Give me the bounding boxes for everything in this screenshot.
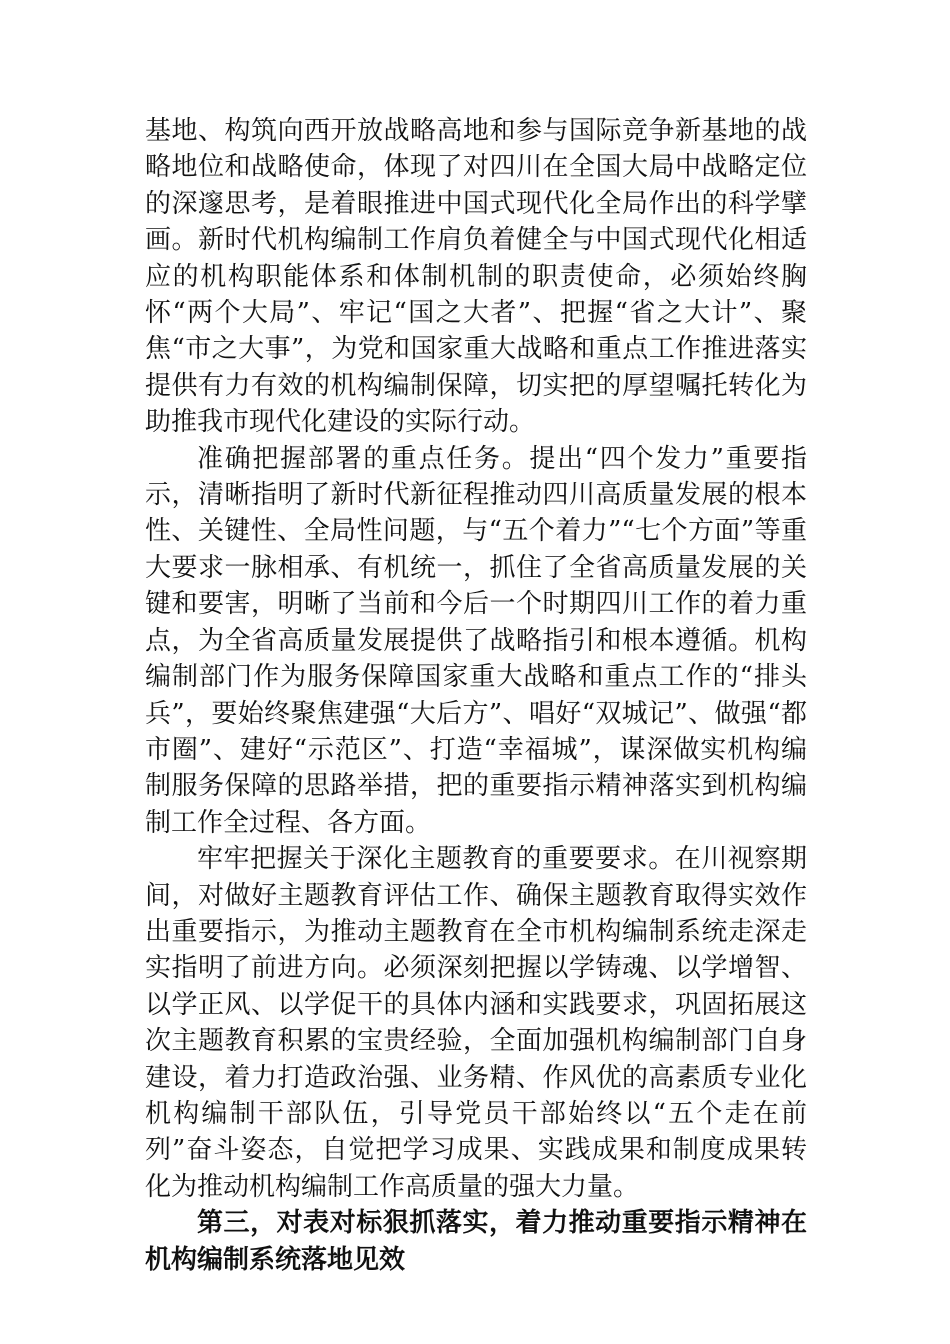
paragraph-theme-education: 牢牢把握关于深化主题教育的重要要求。在川视察期间，对做好主题教育评估工作、确保主题教育取得实效作出重要指示，为推动主题教育在全市机构编制系统走深走实指明了前进方向。必须深刻把握以学铸魂、以学增智、以学正风、以学促干的具体内涵和实践要求，巩固拓展这次主题教育积累的宝贵经验，全面加强机构编制部门自身建设，着力打造政治强、业务精、作风优的高素质专业化机构编制干部队伍，引导党员干部始终以“五个走在前列”奋斗姿态，自觉把学习成果、实践成果和制度成果转化为推动机构编制工作高质量的强大力量。: [145, 844, 807, 1202]
section-heading-third: 第三，对表对标狠抓落实，着力推动重要指示精神在机构编制系统落地见效: [145, 1208, 807, 1275]
paragraph-strategic-positioning: 基地、构筑向西开放战略高地和参与国际竞争新基地的战略地位和战略使命，体现了对四川在全国大局中战略定位的深邃思考，是着眼推进中国式现代化全局作出的科学擘画。新时代机构编制工作肩负着健全与中国式现代化相适应的机构职能体系和体制机制的职责使命，必须始终胸怀“两个大局”、牢记“国之大者”、把握“省之大计”、聚焦“市之大事”，为党和国家重大战略和重点工作推进落实提供有力有效的机构编制保障，切实把的厚望嘱托转化为助推我市现代化建设的实际行动。: [145, 116, 807, 438]
document-body: [145, 113, 807, 1278]
paragraph-key-tasks: 准确把握部署的重点任务。提出“四个发力”重要指示，清晰指明了新时代新征程推动四川高质量发展的根本性、关键性、全局性问题，与“五个着力”“七个方面”等重大要求一脉相承、有机统一，抓住了全省高质量发展的关键和要害，明晰了当前和今后一个时期四川工作的着力重点，为全省高质量发展提供了战略指引和根本遵循。机构编制部门作为服务保障国家重大战略和重点工作的“排头兵”，要始终聚焦建强“大后方”、唱好“双城记”、做强“都市圈”、建好“示范区”、打造“幸福城”，谋深做实机构编制服务保障的思路举措，把的重要指示精神落实到机构编制工作全过程、各方面。: [145, 443, 807, 838]
